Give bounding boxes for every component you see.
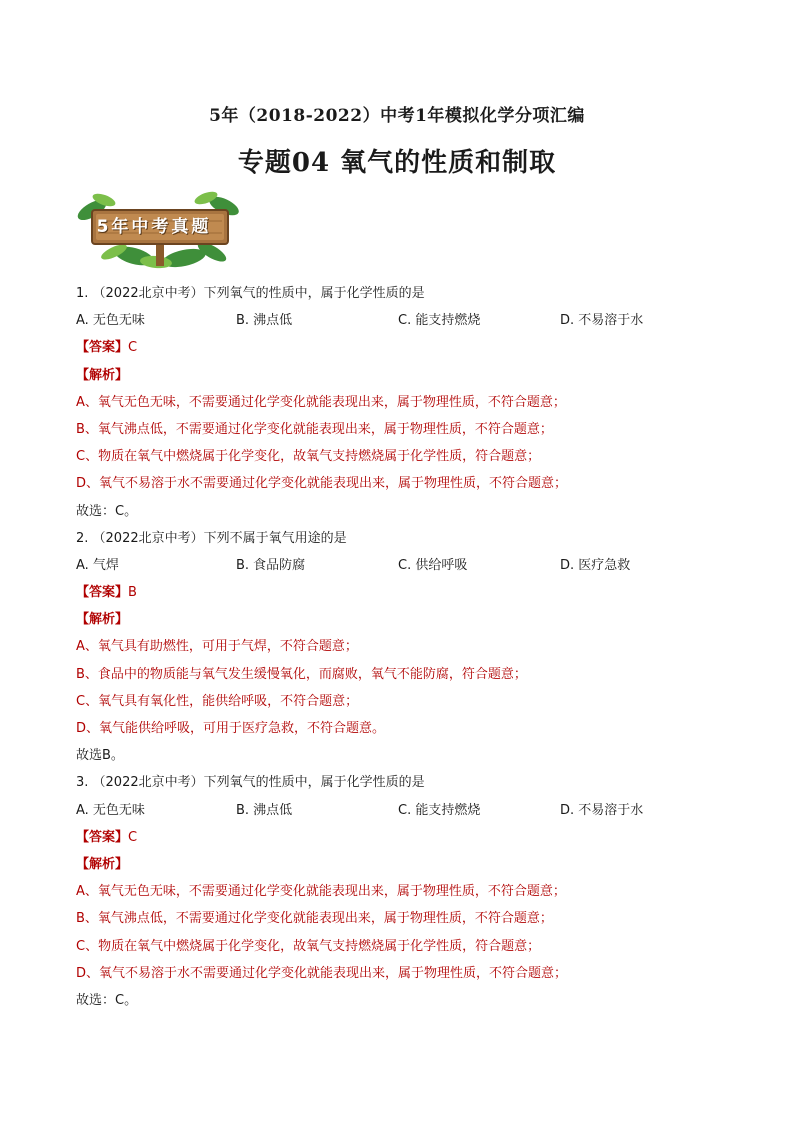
question-options — [76, 797, 716, 824]
analysis-line: C、物质在氧气中燃烧属于化学变化，故氧气支持燃烧属于化学性质，符合题意； — [76, 449, 541, 465]
conclusion: 故选：C。 — [76, 992, 138, 1008]
analysis-line: D、氧气能供给呼吸，可用于医疗急救，不符合题意。 — [76, 721, 386, 736]
answer-line — [76, 579, 716, 606]
question-list — [76, 280, 716, 1014]
question-stem: 2. （2022北京中考）下列不属于氧气用途的是 — [76, 530, 347, 546]
analysis-label: 【解析】 — [76, 367, 129, 383]
analysis-line: D、氧气不易溶于水不需要通过化学变化就能表现出来，属于物理性质，不符合题意； — [76, 965, 568, 981]
question-stem: 3. （2022北京中考）下列氧气的性质中，属于化学性质的是 — [76, 775, 425, 791]
option-c: C. 能支持燃烧 — [398, 802, 481, 818]
answer-line — [76, 824, 716, 851]
option-a: A. 无色无味 — [76, 802, 145, 818]
conclusion: 故选：C。 — [76, 503, 138, 519]
analysis-line: B、氧气沸点低，不需要通过化学变化就能表现出来，属于物理性质，不符合题意； — [76, 421, 553, 437]
answer-line — [76, 334, 716, 361]
analysis-line: C、物质在氧气中燃烧属于化学变化，故氧气支持燃烧属于化学性质，符合题意； — [76, 938, 541, 954]
series-title: 5年（2018-2022）中考1年模拟化学分项汇编 — [209, 106, 585, 126]
topic-title: 专题04 氧气的性质和制取 — [237, 148, 557, 178]
question-stem: 1. （2022北京中考）下列氧气的性质中，属于化学性质的是 — [76, 286, 425, 301]
option-c: C. 供给呼吸 — [398, 557, 468, 573]
analysis-line: D、氧气不易溶于水不需要通过化学变化就能表现出来，属于物理性质，不符合题意； — [76, 476, 568, 492]
question-options — [76, 307, 716, 334]
banner-label: 5年中考真题 — [96, 217, 212, 237]
option-c: C. 能支持燃烧 — [398, 313, 481, 329]
answer-label: 【答案】 — [76, 585, 129, 601]
option-b: B. 食品防腐 — [236, 557, 306, 573]
section-banner — [74, 190, 244, 270]
analysis-line: A、氧气无色无味，不需要通过化学变化就能表现出来，属于物理性质，不符合题意； — [76, 394, 566, 410]
option-d: D. 不易溶于水 — [560, 802, 644, 818]
analysis-heading — [76, 851, 716, 878]
answer-value: B — [128, 585, 137, 601]
option-d: D. 医疗急救 — [560, 557, 631, 573]
option-a: A. 气焊 — [76, 557, 119, 573]
answer-value: C — [128, 340, 138, 356]
analysis-label: 【解析】 — [76, 856, 129, 872]
analysis-heading — [76, 606, 716, 633]
option-d: D. 不易溶于水 — [560, 313, 644, 329]
answer-label: 【答案】 — [76, 829, 129, 845]
analysis-line: B、食品中的物质能与氧气发生缓慢氧化，而腐败，氧气不能防腐，符合题意； — [76, 666, 527, 682]
option-b: B. 沸点低 — [236, 313, 293, 329]
analysis-line: A、氧气无色无味，不需要通过化学变化就能表现出来，属于物理性质，不符合题意； — [76, 884, 566, 900]
conclusion: 故选B。 — [76, 748, 124, 764]
option-b: B. 沸点低 — [236, 802, 293, 818]
analysis-line: A、氧气具有助燃性，可用于气焊，不符合题意； — [76, 639, 358, 655]
analysis-line: B、氧气沸点低，不需要通过化学变化就能表现出来，属于物理性质，不符合题意； — [76, 911, 553, 927]
question-options — [76, 552, 716, 579]
analysis-line: C、氧气具有氧化性，能供给呼吸，不符合题意； — [76, 693, 359, 709]
analysis-heading — [76, 362, 716, 389]
answer-value: C — [128, 829, 138, 845]
analysis-label: 【解析】 — [76, 612, 129, 628]
option-a: A. 无色无味 — [76, 313, 145, 329]
answer-label: 【答案】 — [76, 340, 129, 356]
